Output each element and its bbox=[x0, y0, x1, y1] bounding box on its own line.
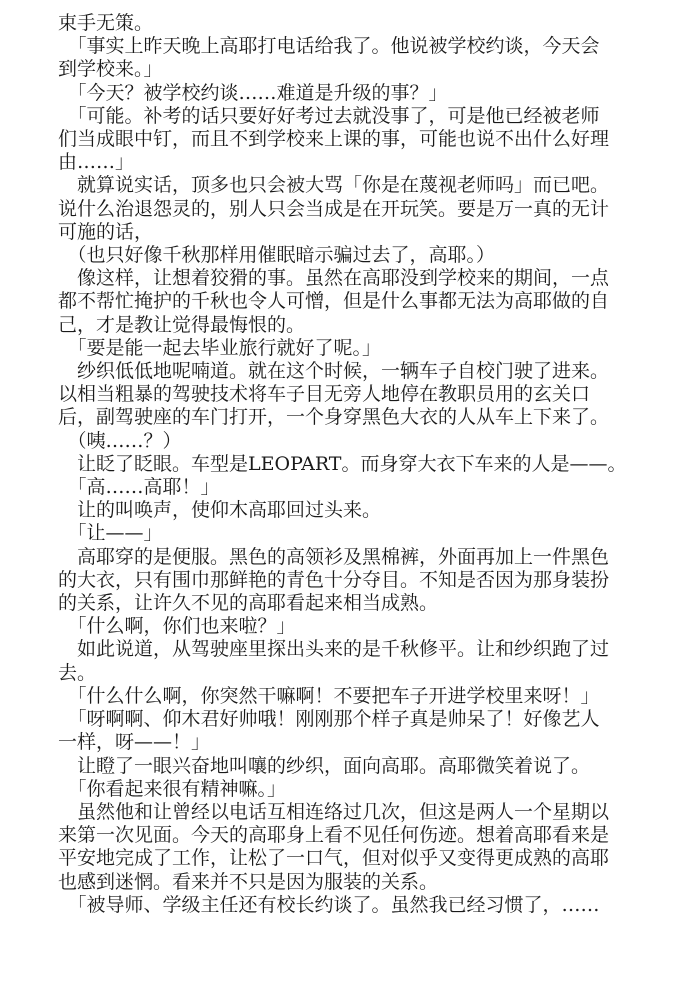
text-line: 「要是能一起去毕业旅行就好了呢。」 bbox=[58, 336, 382, 359]
text-line: 一样，呀——！」 bbox=[58, 731, 211, 754]
text-line: 可施的话， bbox=[58, 220, 154, 243]
text-line: 己，才是教让觉得最悔恨的。 bbox=[58, 313, 306, 336]
text-line: 「可能。补考的话只要好好考过去就没事了，可是他已经被老师 bbox=[58, 104, 600, 127]
paragraph bbox=[58, 267, 636, 337]
paragraph bbox=[58, 778, 636, 801]
paragraph bbox=[58, 499, 636, 522]
paragraph bbox=[58, 801, 636, 894]
text-line: 让瞪了一眼兴奋地叫嚷的纱织，面向高耶。高耶微笑着说了。 bbox=[58, 754, 591, 777]
text-line: 纱织低低地呢喃道。就在这个时候，一辆车子自校门驶了进来。 bbox=[58, 360, 610, 383]
text-line: 也感到迷惘。看来并不只是因为服装的关系。 bbox=[58, 870, 439, 893]
text-line: 「事实上昨天晚上高耶打电话给我了。他说被学校约谈，今天会 bbox=[58, 35, 600, 58]
text-line: 就算说实话，顶多也只会被大骂「你是在蔑视老师吗」而已吧。 bbox=[58, 174, 610, 197]
text-line: 「高……高耶！」 bbox=[58, 476, 220, 499]
text-line: 平安地完成了工作，让松了一口气，但对似乎又变得更成熟的高耶 bbox=[58, 847, 610, 870]
paragraph bbox=[58, 453, 636, 476]
paragraph bbox=[58, 685, 636, 708]
text-line: 「今天？被学校约谈……难道是升级的事？」 bbox=[58, 81, 448, 104]
text-line: 高耶穿的是便服。黑色的高领衫及黑棉裤，外面再加上一件黑色 bbox=[58, 545, 610, 568]
text-line: 后，副驾驶座的车门打开，一个身穿黑色大衣的人从车上下来了。 bbox=[58, 406, 610, 429]
paragraph bbox=[58, 174, 636, 244]
paragraph bbox=[58, 337, 636, 360]
paragraph bbox=[58, 546, 636, 616]
text-line: 以相当粗暴的驾驶技术将车子目无旁人地停在教职员用的玄关口 bbox=[58, 383, 591, 406]
paragraph bbox=[58, 638, 636, 684]
text-line: 让的叫唤声，使仰木高耶回过头来。 bbox=[58, 499, 382, 522]
text-line: 「什么什么啊，你突然干嘛啊！不要把车子开进学校里来呀！」 bbox=[58, 684, 600, 707]
paragraph bbox=[58, 105, 636, 175]
paragraph bbox=[58, 522, 636, 545]
text-line: 「什么啊，你们也来啦？」 bbox=[58, 615, 296, 638]
text-line: 如此说道，从驾驶座里探出头来的是千秋修平。让和纱织跑了过 bbox=[58, 638, 610, 661]
text-line: 束手无策。 bbox=[58, 12, 154, 34]
text-line: 们当成眼中钉，而且不到学校来上课的事，可能也说不出什么好理 bbox=[58, 128, 610, 151]
paragraph bbox=[58, 82, 636, 105]
text-line: （也只好像千秋那样用催眠暗示骗过去了，高耶。） bbox=[58, 244, 496, 267]
text-line: 「被导师、学级主任还有校长约谈了。虽然我已经习惯了，…… bbox=[58, 893, 600, 916]
paragraph bbox=[58, 35, 636, 81]
paragraph bbox=[58, 894, 636, 917]
text-line: 的关系，让许久不见的高耶看起来相当成熟。 bbox=[58, 592, 439, 615]
paragraph bbox=[58, 708, 636, 754]
text-line: 像这样，让想着狡猾的事。虽然在高耶没到学校来的期间，一点 bbox=[58, 267, 610, 290]
text-line: 都不帮忙掩护的千秋也令人可憎，但是什么事都无法为高耶做的自 bbox=[58, 290, 610, 313]
text-line: 让眨了眨眼。车型是LEOPART。而身穿大衣下车来的人是——。 bbox=[58, 452, 627, 475]
text-line: 虽然他和让曾经以电话互相连络过几次，但这是两人一个星期以 bbox=[58, 800, 610, 823]
text-line: 「你看起来很有精神嘛。」 bbox=[58, 777, 287, 800]
text-line: 由……」 bbox=[58, 151, 135, 174]
paragraph bbox=[58, 476, 636, 499]
paragraph bbox=[58, 755, 636, 778]
paragraph bbox=[58, 615, 636, 638]
text-line: 来第一次见面。今天的高耶身上看不见任何伤迹。想着高耶看来是 bbox=[58, 824, 610, 847]
text-line: 的大衣，只有围巾那鲜艳的青色十分夺目。不知是否因为那身装扮 bbox=[58, 568, 610, 591]
paragraph bbox=[58, 244, 636, 267]
text-line: （咦……？） bbox=[58, 429, 182, 452]
text-line: 到学校来。」 bbox=[58, 58, 163, 81]
paragraph bbox=[58, 430, 636, 453]
text-line: 说什么治退怨灵的，别人只会当成是在开玩笑。要是万一真的无计 bbox=[58, 197, 610, 220]
text-line: 「呀啊啊、仰木君好帅哦！刚刚那个样子真是帅呆了！好像艺人 bbox=[58, 708, 600, 731]
paragraph bbox=[58, 12, 636, 35]
text-line: 「让——」 bbox=[58, 522, 163, 545]
text-line: 去。 bbox=[58, 661, 97, 684]
paragraph bbox=[58, 360, 636, 430]
